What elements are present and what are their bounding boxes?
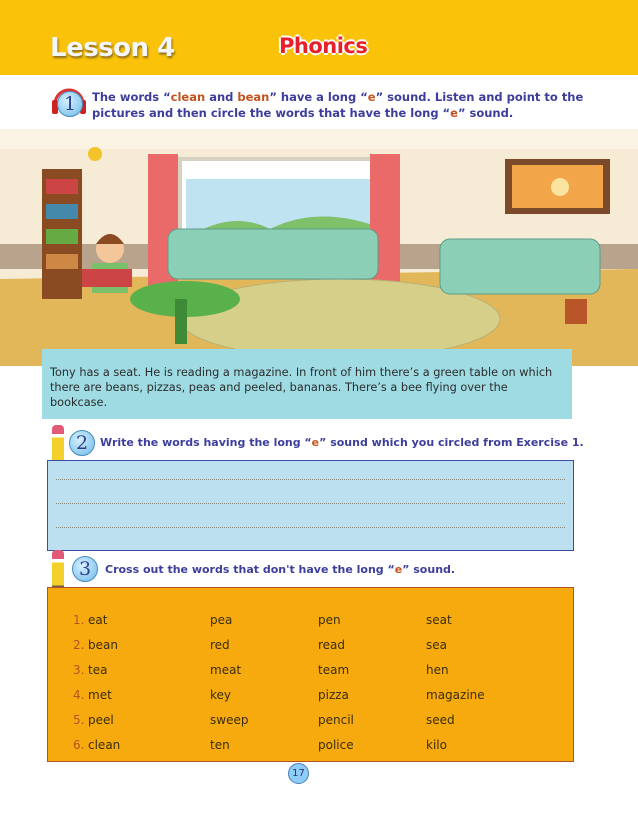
word-item[interactable]: police — [318, 738, 354, 752]
lesson-header — [0, 0, 638, 75]
row-number: 3. — [73, 663, 85, 677]
word-item[interactable]: ten — [210, 738, 230, 752]
exercise-3-badge: 3 — [72, 556, 98, 582]
row-number: 5. — [73, 713, 85, 727]
answer-line[interactable] — [56, 527, 565, 528]
word-item[interactable]: key — [210, 688, 232, 702]
row-number: 1. — [73, 613, 85, 627]
word-item[interactable]: kilo — [426, 738, 447, 752]
word-item[interactable]: tea — [88, 663, 108, 677]
row-number: 2. — [73, 638, 85, 652]
exercise-2-badge: 2 — [69, 430, 95, 456]
word-item[interactable]: read — [318, 638, 346, 652]
word-item[interactable]: bean — [88, 638, 118, 652]
word-item[interactable]: met — [88, 688, 112, 702]
word-list-box — [47, 587, 574, 762]
word-item[interactable]: hen — [426, 663, 449, 677]
lesson-title: Lesson 4 — [50, 33, 175, 63]
exercise-1-instruction: The words “clean and bean” have a long “e” sound. Listen and point to the pictures and then circle the words that have the long “e” sound. — [92, 90, 584, 120]
word-item[interactable]: peel — [88, 713, 114, 727]
word-item[interactable]: clean — [88, 738, 121, 752]
exercise-2-instruction: Write the words having the long “e” sound which you circled from Exercise 1. — [100, 436, 584, 449]
word-item[interactable]: sweep — [210, 713, 249, 727]
word-item[interactable]: sea — [426, 638, 447, 652]
word-item[interactable]: meat — [210, 663, 242, 677]
word-item[interactable]: seed — [426, 713, 455, 727]
story-text: Tony has a seat. He is reading a magazine. In front of him there’s a green table on which there are beans, pizzas, peas and peeled, bananas. There’s a bee flying over the bookcase. — [42, 349, 572, 419]
page-number: 17 — [288, 763, 309, 784]
word-item[interactable]: pen — [318, 613, 341, 627]
answer-line[interactable] — [56, 479, 565, 480]
row-number: 6. — [73, 738, 85, 752]
word-item[interactable]: red — [210, 638, 230, 652]
answer-line[interactable] — [56, 503, 565, 504]
word-item[interactable]: seat — [426, 613, 452, 627]
living-room-illustration — [0, 129, 638, 366]
exercise-3-instruction: Cross out the words that don't have the long “e” sound. — [105, 563, 456, 576]
pencil-icon — [52, 550, 64, 592]
word-item[interactable]: team — [318, 663, 350, 677]
topic-title: Phonics — [279, 34, 368, 58]
word-item[interactable]: pizza — [318, 688, 349, 702]
word-item[interactable]: magazine — [426, 688, 485, 702]
row-number: 4. — [73, 688, 85, 702]
word-item[interactable]: pencil — [318, 713, 354, 727]
exercise-1-badge: 1 — [57, 91, 83, 117]
answer-box[interactable] — [47, 460, 574, 551]
word-item[interactable]: eat — [88, 613, 108, 627]
word-item[interactable]: pea — [210, 613, 233, 627]
